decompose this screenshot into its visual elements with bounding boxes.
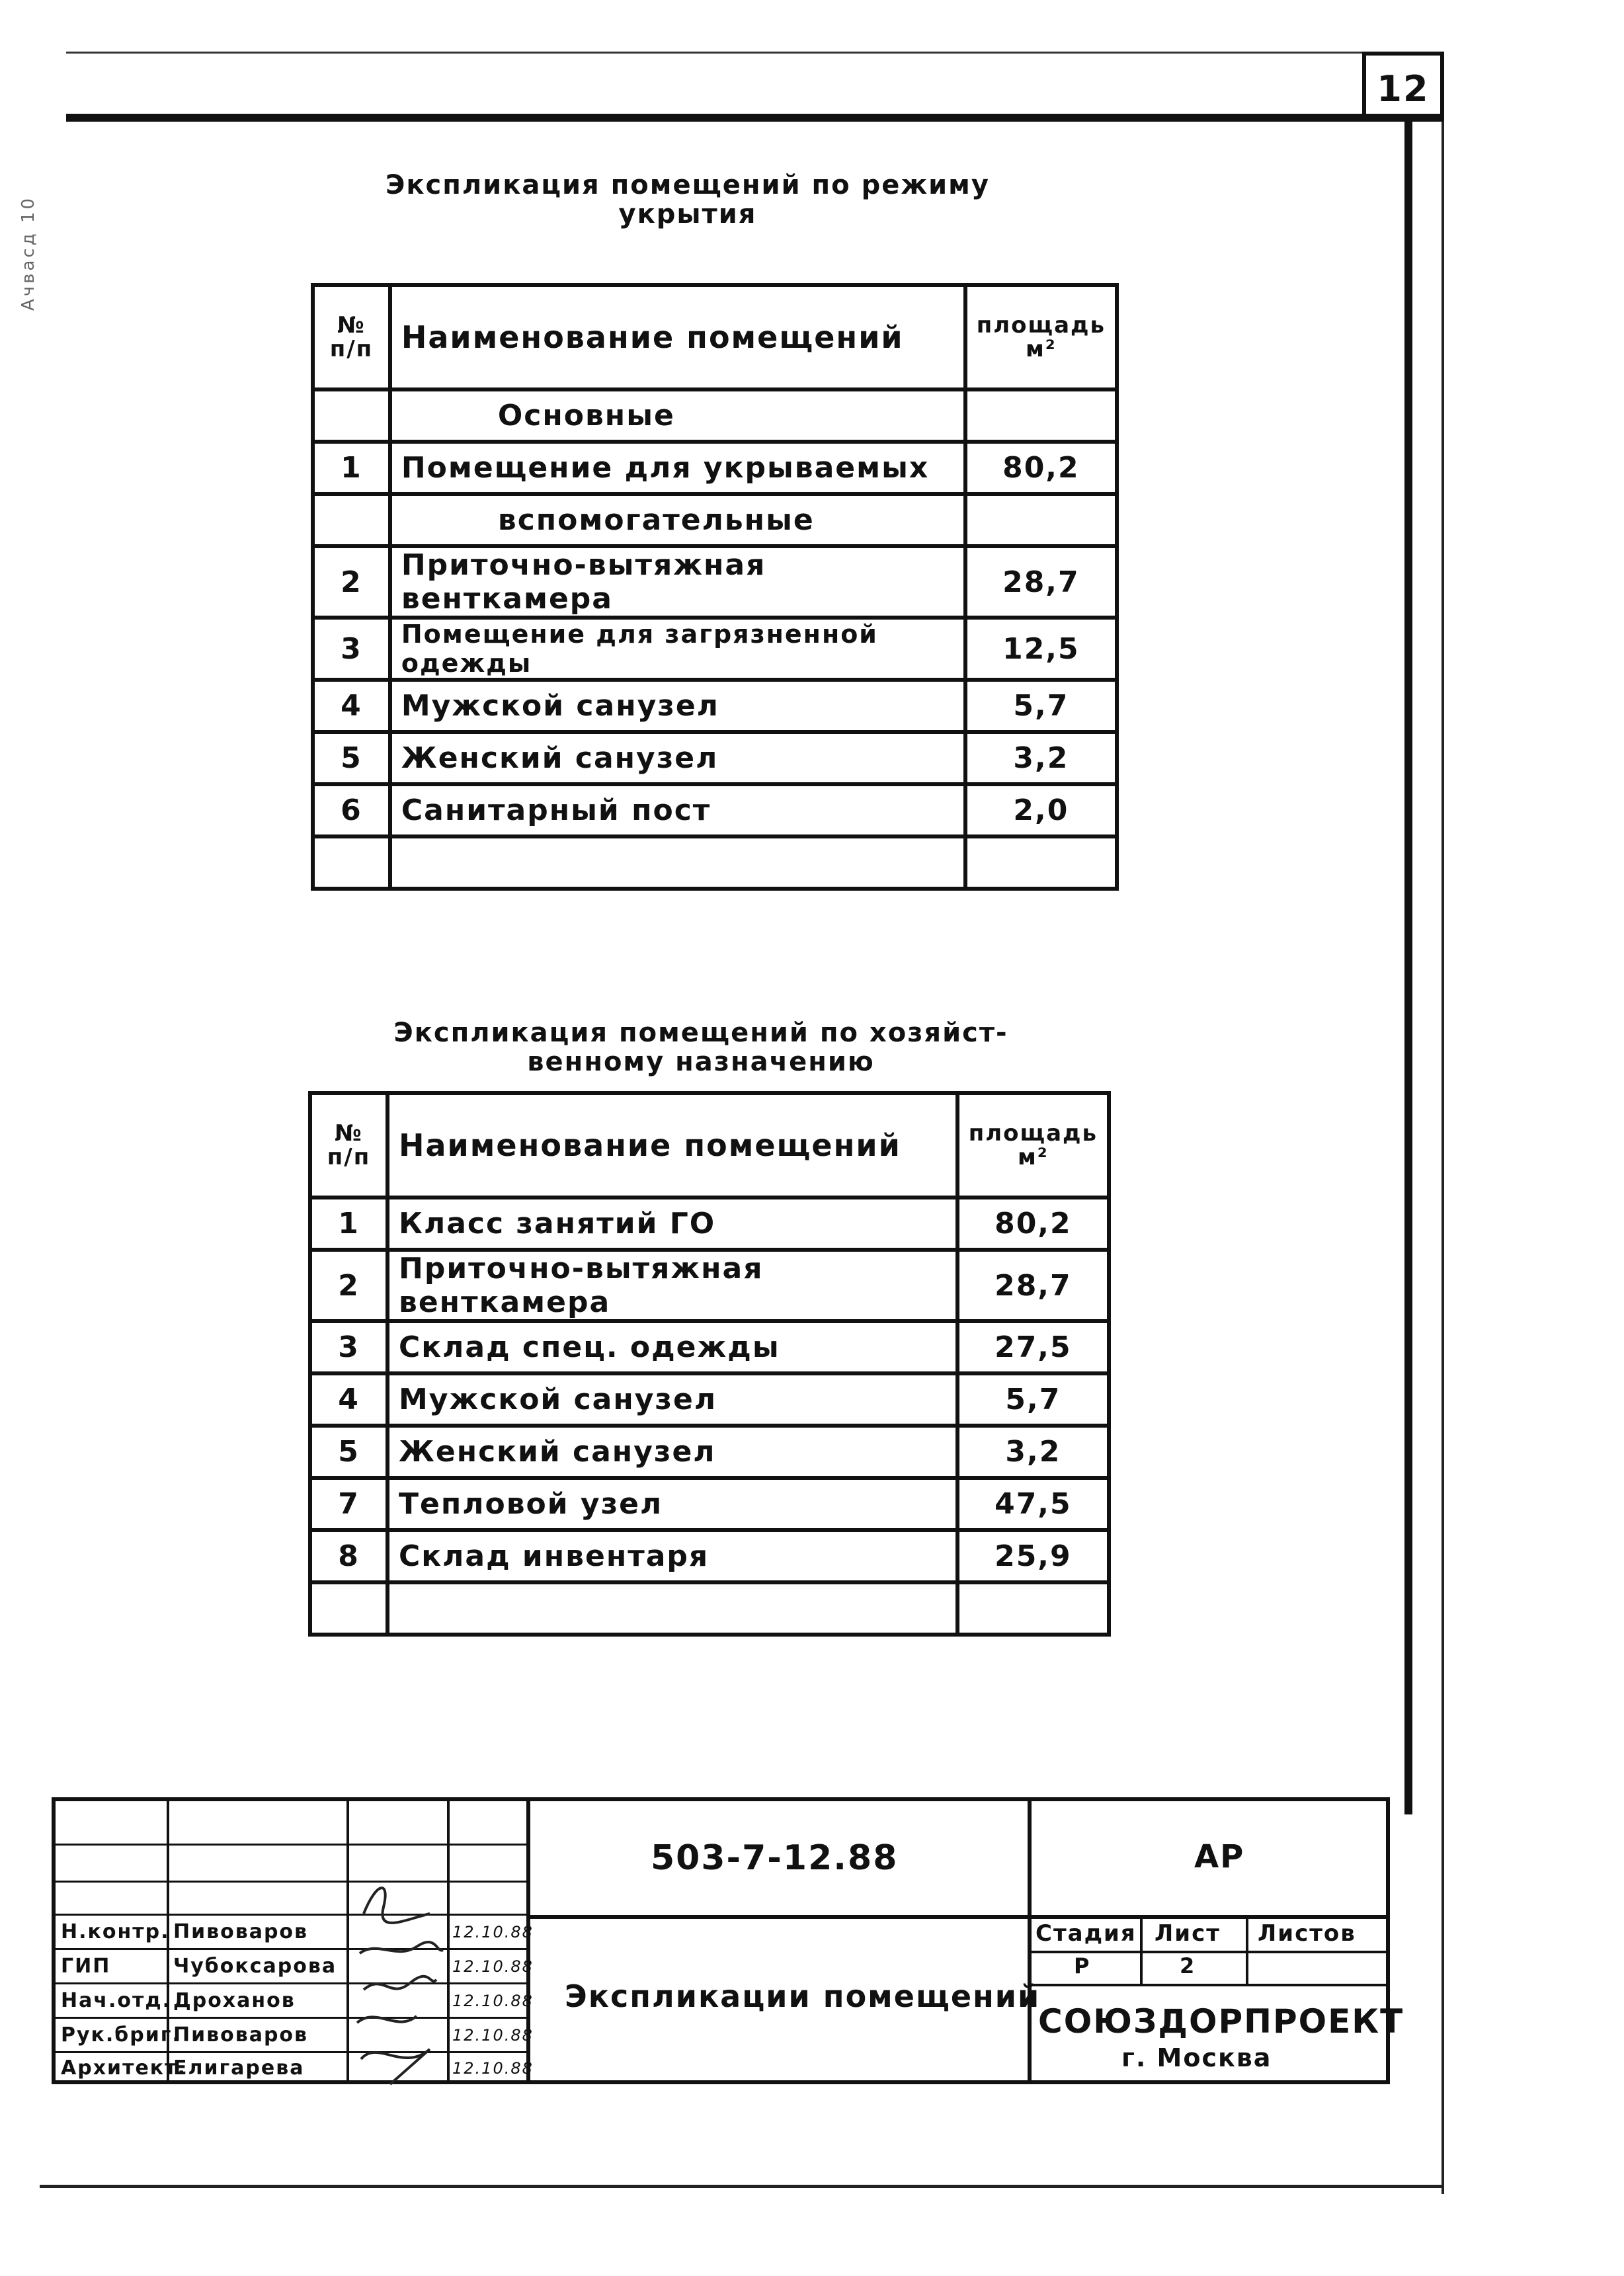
row-name: Тепловой узел [387,1478,957,1530]
stamp-grid-line [56,1881,526,1883]
table-row [313,680,1117,732]
stamp-grid-line [56,1982,526,1984]
table-empty-row [310,1582,1109,1635]
table-row [313,442,1117,494]
row-num: 4 [313,680,390,732]
table-row [313,618,1117,680]
row-name: Класс занятий ГО [387,1198,957,1250]
side-note: Ачвасд 10 [19,195,38,311]
header-num: № п/п [313,285,390,389]
stamp-person-name: Дроханов [173,1989,296,2012]
row-name: Женский санузел [387,1426,957,1478]
row-num: 5 [313,732,390,784]
frame-right-line [1404,122,1412,1814]
row-name: Приточно-вытяжная венткамера [387,1250,957,1321]
row-area: 28,7 [965,546,1117,618]
table1-header-row [313,285,1117,389]
organization-city: г. Москва [1121,2043,1272,2072]
row-name: Помещение для укрываемых [390,442,965,494]
empty-cell [313,836,390,889]
row-name: Помещение для загрязненной одежды [390,618,965,680]
stamp-grid-line [56,2017,526,2019]
stage-value: Р [1074,1953,1091,1978]
stamp-person-name: Елигарева [173,2056,305,2080]
table-empty-row [313,836,1117,889]
table-row [310,1198,1109,1250]
row-num: 8 [310,1530,387,1582]
row-num: 6 [313,784,390,836]
row-num: 7 [310,1478,387,1530]
row-area: 5,7 [965,680,1117,732]
header-area: площадь м² [965,285,1117,389]
row-num: 2 [310,1250,387,1321]
empty-cell [957,1582,1109,1635]
header-num: № п/п [310,1093,387,1198]
table1-title-line1: Экспликация помещений по режиму [386,170,990,200]
stamp-grid-line [56,1948,526,1950]
stamp-date: 12.10.88 [452,1923,534,1941]
empty-cell [390,836,965,889]
table1-rooms-shelter [311,283,1119,891]
row-num: 5 [310,1426,387,1478]
row-area: 5,7 [957,1373,1109,1426]
stamp-person-name: Пивоваров [173,1920,309,1943]
stamp-grid-line [1028,1801,1032,2080]
stamp-date: 12.10.88 [452,1992,534,2010]
stamp-role: Рук.бриг. [61,2023,181,2047]
row-num: 1 [310,1198,387,1250]
table-row [313,546,1117,618]
row-num: 3 [313,618,390,680]
title-block [52,1797,1404,2084]
header-name: Наименование помещений [390,285,965,389]
empty-cell [965,494,1117,546]
empty-cell [310,1582,387,1635]
header-area: площадь м² [957,1093,1109,1198]
stamp-person-name: Пивоваров [173,2023,309,2047]
table-row [310,1321,1109,1373]
table-row [310,1373,1109,1426]
sheet-title: Экспликации помещений [565,1978,1041,2014]
stamp-role: ГИП [61,1955,111,1978]
row-num: 1 [313,442,390,494]
organization-name: СОЮЗДОРПРОЕКТ [1038,2002,1404,2041]
table2-title-line1: Экспликация помещений по хозяйст- [393,1018,1008,1048]
sheet-number: 12 [1377,67,1430,110]
row-name: Мужской санузел [390,680,965,732]
row-area: 28,7 [957,1250,1109,1321]
signatures-graphic [350,1874,446,2086]
row-name: Склад спец. одежды [387,1321,957,1373]
table-row [310,1250,1109,1321]
stamp-grid-line [526,1915,1390,1919]
empty-cell [313,389,390,442]
stamp-grid-line [1246,1915,1248,1986]
empty-cell [313,494,390,546]
row-num: 4 [310,1373,387,1426]
row-num: 3 [310,1321,387,1373]
sheets-label: Листов [1258,1920,1356,1947]
sheet-value: 2 [1180,1953,1196,1978]
section-code: АР [1194,1838,1245,1875]
row-num: 2 [313,546,390,618]
empty-cell [965,836,1117,889]
row-area: 12,5 [965,618,1117,680]
frame-top-line [66,114,1443,122]
frame-outer-right-line [1441,52,1444,2194]
table-row [313,784,1117,836]
group-label: вспомогательные [390,494,965,546]
table2-title-line2: венному назначению [527,1047,875,1077]
sheet-number-box [1362,52,1444,122]
table-row [310,1530,1109,1582]
empty-cell [387,1582,957,1635]
row-name: Женский санузел [390,732,965,784]
row-area: 80,2 [957,1198,1109,1250]
header-name: Наименование помещений [387,1093,957,1198]
stamp-role: Архитект. [61,2056,186,2080]
document-code: 503-7-12.88 [651,1838,899,1878]
table-row [310,1478,1109,1530]
stage-label: Стадия [1035,1920,1137,1947]
table2-rooms-household [308,1091,1111,1637]
table1-title-line2: укрытия [618,199,757,229]
row-name: Санитарный пост [390,784,965,836]
row-name: Приточно-вытяжная венткамера [390,546,965,618]
table-row [310,1426,1109,1478]
stamp-date: 12.10.88 [452,2026,534,2045]
table1-title [370,171,1005,229]
stamp-grid-line [56,1844,526,1846]
stamp-date: 12.10.88 [452,1957,534,1976]
stamp-role: Н.контр. [61,1920,170,1943]
empty-cell [965,389,1117,442]
row-area: 27,5 [957,1321,1109,1373]
stamp-grid-line [1140,1915,1143,1986]
frame-bottom-line [40,2185,1444,2188]
group-label: Основные [390,389,965,442]
row-name: Мужской санузел [387,1373,957,1426]
row-area: 3,2 [965,732,1117,784]
row-name: Склад инвентаря [387,1530,957,1582]
stamp-grid-line [56,2051,526,2053]
table2-title [370,1018,1032,1077]
stamp-grid-line [1032,1984,1390,1986]
stamp-person-name: Чубоксарова [173,1955,337,1978]
stamp-role: Нач.отд. [61,1989,171,2012]
table-group-row [313,494,1117,546]
row-area: 25,9 [957,1530,1109,1582]
stamp-date: 12.10.88 [452,2059,534,2078]
table-row [313,732,1117,784]
stamp-grid-line [56,1914,526,1916]
table2-header-row [310,1093,1109,1198]
frame-top-thin-line [66,52,1362,54]
sheet-label: Лист [1155,1920,1221,1947]
table-group-row [313,389,1117,442]
row-area: 3,2 [957,1426,1109,1478]
row-area: 47,5 [957,1478,1109,1530]
row-area: 2,0 [965,784,1117,836]
row-area: 80,2 [965,442,1117,494]
